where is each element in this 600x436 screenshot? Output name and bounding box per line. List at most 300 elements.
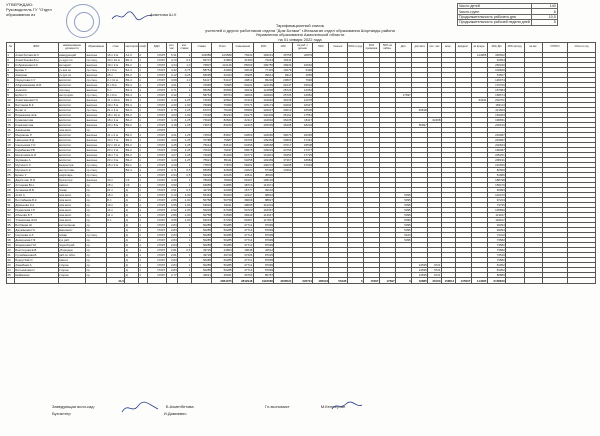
table-cell: 17431 <box>292 138 313 143</box>
column-header: 30% проверка <box>363 43 379 53</box>
table-cell: ср. <box>86 243 107 248</box>
table-cell: 15 <box>7 123 15 128</box>
table-cell: 1 <box>138 263 147 268</box>
table-cell: 87025 <box>253 253 274 258</box>
table-cell: 73519 <box>487 253 505 258</box>
table-cell: 2,84 <box>166 223 177 228</box>
table-cell: высшее <box>86 103 107 108</box>
table-cell: 80234 <box>212 113 233 118</box>
table-cell: заведующий <box>58 53 86 58</box>
table-cell: медсестра <box>58 163 86 168</box>
table-cell: 18684 <box>292 158 313 163</box>
column-header: Итого <box>212 43 233 53</box>
table-cell: Шаймахан <box>15 273 59 278</box>
table-cell: секретарь <box>58 173 86 178</box>
table-cell: 4,00 <box>166 138 177 143</box>
table-cell: 37017 <box>274 143 292 148</box>
table-cell: 74504 <box>191 133 212 138</box>
table-cell: ср. <box>86 213 107 218</box>
table-cell: 1 <box>138 168 147 173</box>
total-cell: 56436 <box>329 278 347 284</box>
total-cell <box>166 278 177 284</box>
table-cell: ср. <box>86 203 107 208</box>
table-cell: 1 <box>177 268 191 273</box>
table-cell: 14 л <box>106 208 124 213</box>
table-cell: 1 <box>177 263 191 268</box>
table-cell: 78442 <box>233 53 254 58</box>
table-cell: 50285 <box>212 268 233 273</box>
table-cell: 37714 <box>233 238 254 243</box>
table-cell: 63223 <box>191 218 212 223</box>
table-cell: 19 <box>7 143 15 148</box>
table-cell: ср.спец. <box>86 168 107 173</box>
table-cell: воспитат. <box>58 133 86 138</box>
table-cell: 49729 <box>191 253 212 258</box>
table-cell: 5395 <box>396 208 412 213</box>
table-cell: 64598 <box>212 213 233 218</box>
table-cell: 1 <box>177 183 191 188</box>
column-header: 25% <box>253 43 274 53</box>
table-cell: пом.восп. <box>58 193 86 198</box>
table-cell: 37714 <box>233 268 254 273</box>
table-cell: 114385 <box>471 53 487 58</box>
table-cell: 17 <box>7 133 15 138</box>
column-header: повышение <box>233 43 254 53</box>
table-cell: 17697 <box>148 183 166 188</box>
table-cell: В3-2 <box>125 73 139 78</box>
table-cell: ср. <box>86 238 107 243</box>
info-value: 10,5 <box>531 14 557 19</box>
table-cell: 35102 <box>274 113 292 118</box>
table-cell: 50285 <box>212 233 233 238</box>
table-cell: Д <box>125 263 139 268</box>
table-cell: 1 <box>177 53 191 58</box>
table-cell: 18 л 10 м <box>106 113 124 118</box>
column-header: 10% <box>274 43 292 53</box>
table-cell: 18508 <box>292 143 313 148</box>
table-cell: 1 <box>177 228 191 233</box>
table-cell: 97224 <box>487 198 505 203</box>
table-cell: 14 <box>7 118 15 123</box>
table-cell: 17697 <box>148 143 166 148</box>
table-cell: 1 <box>138 253 147 258</box>
table-cell: ср. <box>86 183 107 188</box>
table-cell: высшее <box>86 158 107 163</box>
total-cell <box>15 278 59 284</box>
table-cell: ср. <box>86 208 107 213</box>
info-label: Число детей <box>458 4 532 9</box>
table-cell: ср. <box>86 228 107 233</box>
table-cell: Б4-4 <box>125 68 139 73</box>
table-cell: 23807 <box>274 78 292 83</box>
table-cell: 170760 <box>487 83 505 88</box>
table-cell: 1 <box>138 243 147 248</box>
table-cell: ср. <box>86 188 107 193</box>
table-cell: Д <box>125 208 139 213</box>
table-cell: 18 л 7 м <box>106 153 124 158</box>
table-cell: 4,34 <box>166 63 177 68</box>
table-cell: Ботбаева Ш <box>15 223 59 228</box>
table-cell: 1 <box>177 83 191 88</box>
table-cell: высшее <box>86 148 107 153</box>
table-cell: 113671 <box>253 183 274 188</box>
column-header: образование <box>86 43 107 53</box>
approval-block <box>6 2 52 17</box>
table-cell: 5395 <box>396 213 412 218</box>
table-cell: 5395 <box>396 223 412 228</box>
table-cell: 73582 <box>487 243 505 248</box>
table-cell: уч.каз.яз <box>58 68 86 73</box>
table-cell: уборщица <box>58 248 86 253</box>
table-cell: 92822 <box>212 98 233 103</box>
table-cell: 77115 <box>253 68 274 73</box>
table-cell: 133173 <box>253 103 274 108</box>
table-cell: 112019 <box>253 203 274 208</box>
table-cell: 37714 <box>233 233 254 238</box>
table-cell: 56997 <box>412 123 428 128</box>
total-cell <box>7 278 15 284</box>
table-cell: 3,71 <box>166 168 177 173</box>
table-cell: 17697 <box>148 258 166 263</box>
table-cell: 205251 <box>487 153 505 158</box>
table-cell: 17697 <box>148 243 166 248</box>
table-cell: 37714 <box>233 243 254 248</box>
head-name: Ахметова Ш.Х <box>150 12 177 17</box>
table-cell: Жаркенова Г.М <box>15 243 59 248</box>
table-cell: 62468 <box>428 118 442 123</box>
table-cell: 21 <box>7 153 15 158</box>
table-cell: 62863 <box>233 133 254 138</box>
table-cell: 1 <box>138 113 147 118</box>
table-cell: 76099 <box>212 103 233 108</box>
table-cell: 5395 <box>396 238 412 243</box>
table-cell: Д <box>125 243 139 248</box>
column-header: доплата <box>412 43 428 53</box>
table-cell: 22879 <box>292 53 313 58</box>
table-cell: В3-2 <box>125 153 139 158</box>
table-cell: Тлемисова Ж.М <box>15 218 59 223</box>
table-cell: 41 <box>7 253 15 258</box>
table-cell: 39 <box>7 243 15 248</box>
table-cell: высшее <box>86 133 107 138</box>
table-cell: 39641 <box>253 73 274 78</box>
table-cell: 20 л 8 м <box>106 123 124 128</box>
table-cell: 17697 <box>148 203 166 208</box>
table-cell: 2 <box>138 53 147 58</box>
table-cell: 2,84 <box>166 243 177 248</box>
table-cell: 17697 <box>148 238 166 243</box>
table-cell: машинист <box>58 228 86 233</box>
info-value: 140 <box>531 4 557 9</box>
table-cell: ср.спец. <box>86 78 107 83</box>
table-cell: 59197 <box>233 178 254 183</box>
table-cell: высшее <box>86 98 107 103</box>
table-cell: 17697 <box>148 53 166 58</box>
table-cell: высшее <box>86 138 107 143</box>
table-cell: Д <box>125 193 139 198</box>
table-cell: 157984 <box>487 88 505 93</box>
table-cell: В3-4 <box>125 103 139 108</box>
table-cell: 10 л <box>106 203 124 208</box>
table-cell: 200610 <box>487 123 505 128</box>
total-cell <box>506 278 524 284</box>
table-cell: Балтаева Б.К <box>15 103 59 108</box>
table-cell: Мусина К.К <box>15 168 59 173</box>
table-cell: Болтабаева Б.К <box>15 198 59 203</box>
table-cell: высшее <box>86 88 107 93</box>
title-line-4: на 01 января 2022 года <box>278 36 322 42</box>
table-cell: 14362 <box>274 168 292 173</box>
table-cell: 64011 <box>212 203 233 208</box>
table-cell: 12 <box>7 108 15 113</box>
table-cell: 48716 <box>233 183 254 188</box>
table-cell: 87999 <box>253 228 274 233</box>
table-cell: 31 <box>7 203 15 208</box>
table-cell: 50285 <box>191 258 212 263</box>
table-cell: 50285 <box>212 263 233 268</box>
table-cell: 183113 <box>487 103 505 108</box>
table-cell: Даменова З.А <box>15 203 59 208</box>
table-cell: 95230 <box>253 78 274 83</box>
table-cell: 0,5 <box>177 248 191 253</box>
table-cell: 42 <box>7 258 15 263</box>
column-header: ставка <box>191 43 212 53</box>
table-cell: Абенова Б.Т <box>15 213 59 218</box>
table-cell: 83707 <box>191 58 212 63</box>
table-cell: 98810 <box>253 193 274 198</box>
table-cell: 0,75 <box>177 68 191 73</box>
table-cell: 139015 <box>253 148 274 153</box>
table-cell: 17697 <box>148 193 166 198</box>
table-cell: 59765 <box>233 138 254 143</box>
table-cell: 9 <box>7 93 15 98</box>
table-cell: 87999 <box>253 243 274 248</box>
table-cell: 6 л 8 м <box>106 83 124 88</box>
table-cell: 26015 <box>212 173 233 178</box>
title-line-2: учителей и других работников отдела "Дом Ботаки" г.Жезказган отдел образования Шортанды района <box>205 27 395 33</box>
table-cell: 58754 <box>212 93 233 98</box>
table-cell: 5395 <box>396 193 412 198</box>
total-cell: 485024 <box>313 278 329 284</box>
table-cell: 1 <box>138 63 147 68</box>
table-cell: 12078 <box>292 98 313 103</box>
table-cell: высшее <box>86 53 107 58</box>
table-cell: 42347 <box>233 193 254 198</box>
total-cell: 114385 <box>471 278 487 284</box>
table-cell: 102820 <box>487 68 505 73</box>
table-cell: логопед <box>58 88 86 93</box>
table-cell: В4-4 <box>125 168 139 173</box>
table-cell: Д <box>125 238 139 243</box>
table-cell: ср. <box>86 268 107 273</box>
footer-signature-head <box>120 400 160 416</box>
table-cell: 6426 <box>292 68 313 73</box>
total-cell: 44,0 <box>106 278 124 284</box>
table-cell: 19279 <box>274 68 292 73</box>
table-cell: 17697 <box>148 123 166 128</box>
column-header: 50% <box>313 43 329 53</box>
table-cell: 28 <box>7 188 15 193</box>
approval-dept: образования из <box>6 12 36 17</box>
table-cell: 1 <box>138 188 147 193</box>
table-cell: 139452 <box>253 138 274 143</box>
table-cell: 1 <box>138 183 147 188</box>
table-cell: 0,5 <box>177 188 191 193</box>
table-cell: Д <box>125 223 139 228</box>
table-cell: Мусина К.Х <box>15 163 59 168</box>
table-cell: 17697 <box>148 113 166 118</box>
table-cell: Демеунова Г.Ф <box>15 238 59 243</box>
table-cell: Кобдикенова К.К <box>15 63 59 68</box>
table-cell: Д <box>125 253 139 258</box>
column-header: категория <box>125 43 139 53</box>
table-cell: Беркутбай О <box>15 258 59 263</box>
table-cell: ср.спец. <box>86 93 107 98</box>
table-cell: 158574 <box>487 93 505 98</box>
tariff-table <box>6 42 596 284</box>
table-cell: 1 <box>138 163 147 168</box>
table-cell: 140409 <box>253 113 274 118</box>
table-cell: воспитат. <box>58 103 86 108</box>
total-cell <box>568 278 596 284</box>
table-cell: 0,25 <box>177 73 191 78</box>
table-cell: Амирхан <box>15 73 59 78</box>
table-cell: 49729 <box>191 248 212 253</box>
table-cell: 1 <box>138 143 147 148</box>
table-cell: 1 <box>177 253 191 258</box>
table-cell: пом.восп. <box>58 208 86 213</box>
economist-label: Гл.экономист <box>265 404 290 409</box>
table-cell: 33 <box>7 213 15 218</box>
table-cell: 4,07 <box>166 153 177 158</box>
column-header: 40% молод. <box>506 43 524 53</box>
table-cell: 77870 <box>191 163 212 168</box>
table-cell: С2 <box>125 178 139 183</box>
table-cell: 2 л 11 м <box>106 78 124 83</box>
table-cell: 50285 <box>191 233 212 238</box>
column-header: Итого в год <box>568 43 596 53</box>
table-cell: 18 <box>7 138 15 143</box>
table-cell: 22463 <box>212 73 233 78</box>
table-cell: 3,32 <box>166 68 177 73</box>
table-cell: 33293 <box>274 103 292 108</box>
table-cell: 50758 <box>191 198 212 203</box>
table-cell: Д <box>125 198 139 203</box>
approval-position: Руководитель ГУ "Отдел <box>6 7 52 12</box>
total-cell <box>542 278 567 284</box>
table-cell: 16985 <box>233 73 254 78</box>
total-cell: 1994580 <box>253 278 274 284</box>
table-cell: 27 <box>7 183 15 188</box>
accountant-label: Бухгалтер <box>52 411 71 416</box>
table-cell: 58754 <box>191 68 212 73</box>
table-cell: 3,75 <box>166 108 177 113</box>
table-cell: 8 <box>7 88 15 93</box>
table-cell: 5 л <box>106 88 124 93</box>
table-cell: высшее <box>86 83 107 88</box>
table-cell: 21 л <box>106 188 124 193</box>
table-cell: 11 л 4 м <box>106 133 124 138</box>
table-cell: 56582 <box>233 108 254 113</box>
table-cell: Д <box>125 188 139 193</box>
table-cell: 56463 <box>191 193 212 198</box>
table-cell: В3-4 <box>125 93 139 98</box>
table-cell: 17697 <box>148 63 166 68</box>
table-cell: пом.восп. <box>58 128 86 133</box>
table-cell: 1,25 <box>177 108 191 113</box>
table-cell: 83817 <box>212 133 233 138</box>
table-cell: 1 <box>138 98 147 103</box>
table-cell: 19 л 10 м <box>106 58 124 63</box>
total-cell <box>524 278 542 284</box>
column-header: Сельск. <box>329 43 347 53</box>
table-cell: 3,99 <box>166 148 177 153</box>
table-cell: 73243 <box>253 58 274 63</box>
table-cell: 34 <box>7 218 15 223</box>
table-cell: 87999 <box>253 268 274 273</box>
table-cell: 72026 <box>191 153 212 158</box>
table-cell: пом.восп. <box>58 213 86 218</box>
table-cell: 37714 <box>233 228 254 233</box>
table-cell: 50285 <box>212 238 233 243</box>
table-cell: 62415 <box>233 123 254 128</box>
table-cell: 16 л 3 м <box>106 53 124 58</box>
table-cell: 44066 <box>212 68 233 73</box>
table-cell: ср. <box>86 253 107 258</box>
table-cell: В3-2 <box>125 148 139 153</box>
table-cell: 3 л 0 м <box>106 68 124 73</box>
table-cell: 2,92 <box>166 208 177 213</box>
table-cell: 6721 <box>428 273 442 278</box>
table-cell: 34754 <box>274 148 292 153</box>
table-cell: А1-3 <box>125 53 139 58</box>
table-cell: 23 л 2 м <box>106 148 124 153</box>
table-cell: воспитат. <box>58 118 86 123</box>
table-cell: 65656 <box>191 88 212 93</box>
table-cell: 87999 <box>253 263 274 268</box>
table-cell: 31047 <box>274 83 292 88</box>
table-cell: 20 л 0 м <box>106 158 124 163</box>
table-cell: 193063 <box>487 113 505 118</box>
table-cell: 1,25 <box>177 98 191 103</box>
table-cell: 57448 <box>253 168 274 173</box>
table-cell: 2,51 <box>166 188 177 193</box>
table-cell: 1,25 <box>177 158 191 163</box>
table-cell: Шегалиева Н.И <box>15 153 59 158</box>
table-cell: 6 <box>7 78 15 83</box>
table-cell: 17697 <box>148 138 166 143</box>
table-cell: 37714 <box>233 258 254 263</box>
table-cell: 17697 <box>148 98 166 103</box>
table-cell: 9910 <box>274 73 292 78</box>
table-cell: 50285 <box>191 228 212 233</box>
table-cell: 5 <box>7 73 15 78</box>
table-cell: 118427 <box>487 218 505 223</box>
table-cell: 3,09 <box>166 78 177 83</box>
table-cell: 64955 <box>191 183 212 188</box>
table-cell: 1 <box>177 223 191 228</box>
table-cell: 102070 <box>487 193 505 198</box>
table-cell: 1 <box>138 103 147 108</box>
table-cell: 44 <box>7 268 15 273</box>
total-cell: 0 <box>396 278 412 284</box>
table-cell: Астанова В.Н <box>15 183 59 188</box>
table-cell: 52029 <box>191 173 212 178</box>
total-cell: 42885 <box>412 278 428 284</box>
table-cell: 1 <box>138 88 147 93</box>
table-cell: ср.спец. <box>86 68 107 73</box>
table-cell: высшее <box>86 63 107 68</box>
